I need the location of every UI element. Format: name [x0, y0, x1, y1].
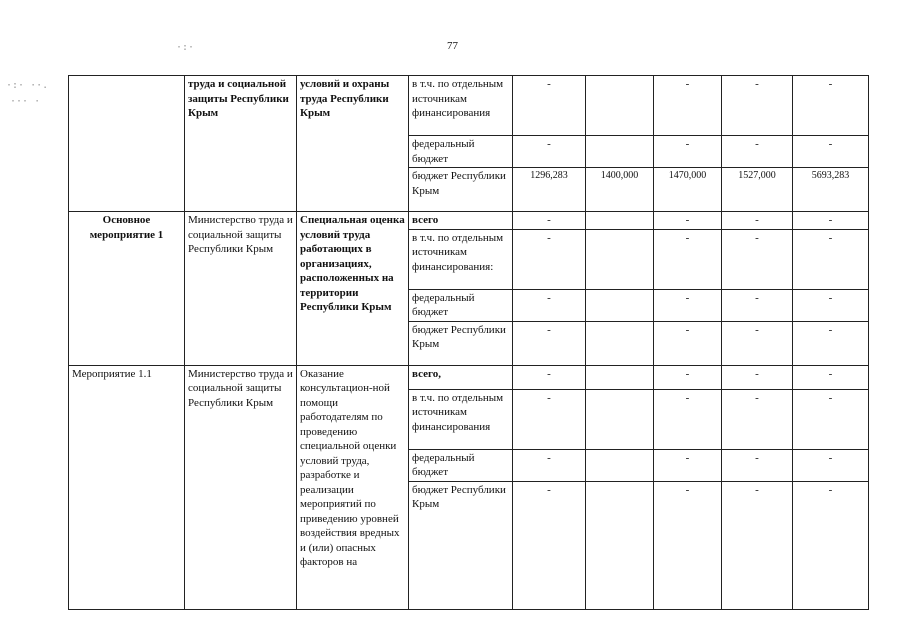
- executor-cell: Министерство труда и социальной защиты Республики Крым: [185, 365, 297, 609]
- value-cell: 5693,283: [793, 168, 869, 212]
- value-cell: -: [793, 289, 869, 321]
- source-label: в т.ч. по отдельным источникам финансирования: [409, 76, 513, 136]
- event-name-cell: Мероприятие 1.1: [69, 365, 185, 609]
- source-label: бюджет Республики Крым: [409, 168, 513, 212]
- source-label: федеральный бюджет: [409, 449, 513, 481]
- value-cell: -: [793, 229, 869, 289]
- value-cell: -: [722, 321, 793, 365]
- value-cell: [586, 229, 654, 289]
- value-cell: -: [722, 449, 793, 481]
- value-cell: -: [793, 481, 869, 609]
- scan-artifact: ··· ·: [10, 96, 41, 107]
- table-row: [69, 365, 869, 389]
- value-cell: [586, 449, 654, 481]
- value-cell: -: [513, 289, 586, 321]
- executor-cell: Министерство труда и социальной защиты Республики Крым: [185, 212, 297, 366]
- value-cell: -: [793, 212, 869, 230]
- value-cell: [586, 136, 654, 168]
- value-cell: -: [654, 449, 722, 481]
- value-cell: -: [793, 321, 869, 365]
- scan-artifact: ·:·: [176, 42, 195, 53]
- value-cell: -: [722, 389, 793, 449]
- value-cell: -: [513, 321, 586, 365]
- value-cell: 1400,000: [586, 168, 654, 212]
- source-label: федеральный бюджет: [409, 136, 513, 168]
- value-cell: [586, 289, 654, 321]
- value-cell: -: [513, 229, 586, 289]
- value-cell: -: [654, 76, 722, 136]
- value-cell: 1296,283: [513, 168, 586, 212]
- budget-table: [68, 75, 869, 610]
- value-cell: -: [722, 365, 793, 389]
- value-cell: 1527,000: [722, 168, 793, 212]
- source-label: бюджет Республики Крым: [409, 481, 513, 609]
- value-cell: -: [722, 229, 793, 289]
- value-cell: -: [513, 76, 586, 136]
- source-label: федеральный бюджет: [409, 289, 513, 321]
- value-cell: -: [654, 365, 722, 389]
- value-cell: -: [513, 449, 586, 481]
- event-title-cell: Специальная оценка условий труда работающих в организациях, расположенных на территории Республики Крым: [297, 212, 409, 366]
- value-cell: -: [722, 212, 793, 230]
- value-cell: [586, 389, 654, 449]
- value-cell: -: [654, 481, 722, 609]
- value-cell: -: [513, 212, 586, 230]
- value-cell: -: [513, 136, 586, 168]
- value-cell: [586, 481, 654, 609]
- page-number: 77: [447, 40, 458, 52]
- value-cell: [586, 321, 654, 365]
- value-cell: -: [722, 136, 793, 168]
- value-cell: [586, 76, 654, 136]
- source-label: всего,: [409, 365, 513, 389]
- value-cell: -: [793, 389, 869, 449]
- value-cell: [586, 365, 654, 389]
- empty-cell: [69, 76, 185, 212]
- value-cell: -: [793, 449, 869, 481]
- source-label: бюджет Республики Крым: [409, 321, 513, 365]
- value-cell: [586, 212, 654, 230]
- value-cell: -: [654, 389, 722, 449]
- scan-artifact: ·:· ··.: [6, 80, 49, 91]
- value-cell: 1470,000: [654, 168, 722, 212]
- value-cell: -: [654, 289, 722, 321]
- event-name-cell: Основное мероприятие 1: [69, 212, 185, 366]
- table-row: [69, 76, 869, 136]
- value-cell: -: [654, 229, 722, 289]
- table-row: [69, 212, 869, 230]
- value-cell: -: [793, 365, 869, 389]
- event-title-cell: Оказание консультацион-ной помощи работодателям по проведению специальной оценки условий труда, разработке и реализации мероприятий по приведению уровней воздействия вредных и (или) опасных факторов на: [297, 365, 409, 609]
- value-cell: -: [513, 389, 586, 449]
- value-cell: -: [654, 136, 722, 168]
- value-cell: -: [722, 289, 793, 321]
- source-label: всего: [409, 212, 513, 230]
- value-cell: -: [793, 76, 869, 136]
- source-label: в т.ч. по отдельным источникам финансирования:: [409, 229, 513, 289]
- value-cell: -: [793, 136, 869, 168]
- program-title-cell: условий и охраны труда Республики Крым: [297, 76, 409, 212]
- value-cell: -: [654, 212, 722, 230]
- value-cell: -: [722, 481, 793, 609]
- value-cell: -: [654, 321, 722, 365]
- executor-cell: труда и социальной защиты Республики Крым: [185, 76, 297, 212]
- value-cell: -: [513, 365, 586, 389]
- value-cell: -: [722, 76, 793, 136]
- value-cell: -: [513, 481, 586, 609]
- source-label: в т.ч. по отдельным источникам финансирования: [409, 389, 513, 449]
